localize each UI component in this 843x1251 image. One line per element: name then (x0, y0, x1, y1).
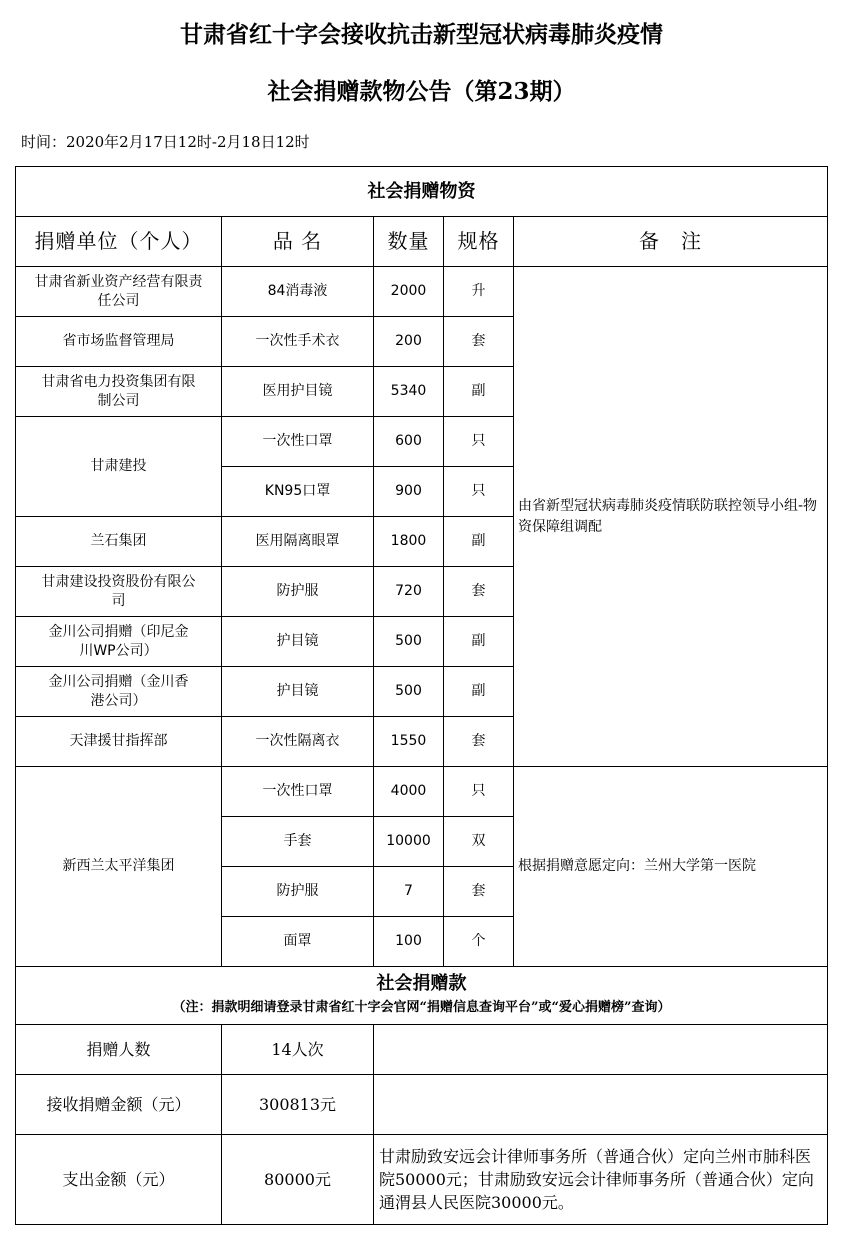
header-qty: 数量 (374, 217, 444, 267)
money-label: 支出金额（元） (16, 1135, 222, 1225)
item-cell: 一次性口罩 (222, 417, 374, 467)
item-cell: 医用护目镜 (222, 367, 374, 417)
qty-cell: 2000 (374, 267, 444, 317)
item-cell: 防护服 (222, 867, 374, 917)
item-cell: 手套 (222, 817, 374, 867)
donor-cell: 天津援甘指挥部 (16, 717, 222, 767)
money-note: 甘肃励致安远会计律师事务所（普通合伙）定向兰州市肺科医院50000元；甘肃励致安远会计律师事务所（普通合伙）定向通渭县人民医院30000元。 (374, 1135, 828, 1225)
item-cell: KN95口罩 (222, 467, 374, 517)
materials-header-row (16, 217, 828, 267)
title-line-2: 社会捐赠款物公告（第23期） (267, 78, 576, 105)
header-note: 备 注 (514, 217, 828, 267)
donor-cell: 省市场监督管理局 (16, 317, 222, 367)
donor-cell: 新西兰太平洋集团 (16, 767, 222, 967)
item-cell: 一次性口罩 (222, 767, 374, 817)
money-value: 14人次 (222, 1025, 374, 1075)
qty-cell: 100 (374, 917, 444, 967)
money-section-title: 社会捐赠款 (376, 972, 467, 994)
unit-cell: 套 (444, 317, 514, 367)
unit-cell: 只 (444, 467, 514, 517)
unit-cell: 只 (444, 767, 514, 817)
unit-cell: 副 (444, 667, 514, 717)
donor-cell: 兰石集团 (16, 517, 222, 567)
money-label: 接收捐赠金额（元） (16, 1075, 222, 1135)
money-label: 捐赠人数 (16, 1025, 222, 1075)
qty-cell: 500 (374, 667, 444, 717)
qty-cell: 7 (374, 867, 444, 917)
materials-section-title: 社会捐赠物资 (16, 167, 828, 217)
header-donor: 捐赠单位（个人） (16, 217, 222, 267)
table-row (16, 767, 828, 817)
money-note (374, 1025, 828, 1075)
item-cell: 一次性手术衣 (222, 317, 374, 367)
donation-table (15, 166, 828, 1225)
qty-cell: 200 (374, 317, 444, 367)
money-section-note: （注：捐款明细请登录甘肃省红十字会官网“捐赠信息查询平台”或“爱心捐赠榜”查询） (172, 999, 671, 1015)
item-cell: 医用隔离眼罩 (222, 517, 374, 567)
header-item: 品 名 (222, 217, 374, 267)
item-cell: 84消毒液 (222, 267, 374, 317)
qty-cell: 5340 (374, 367, 444, 417)
unit-cell: 套 (444, 567, 514, 617)
item-cell: 护目镜 (222, 667, 374, 717)
header-unit: 规格 (444, 217, 514, 267)
money-row (16, 1075, 828, 1135)
donor-cell: 甘肃建投 (16, 417, 222, 517)
time-range: 时间：2020年2月17日12时-2月18日12时 (21, 133, 310, 151)
qty-cell: 600 (374, 417, 444, 467)
money-value: 300813元 (222, 1075, 374, 1135)
money-note (374, 1075, 828, 1135)
donor-cell: 甘肃省电力投资集团有限制公司 (16, 367, 222, 417)
qty-cell: 500 (374, 617, 444, 667)
qty-cell: 1550 (374, 717, 444, 767)
qty-cell: 4000 (374, 767, 444, 817)
qty-cell: 900 (374, 467, 444, 517)
note-cell-directed: 根据捐赠意愿定向：兰州大学第一医院 (514, 767, 828, 967)
item-cell: 护目镜 (222, 617, 374, 667)
money-row (16, 1025, 828, 1075)
item-cell: 一次性隔离衣 (222, 717, 374, 767)
unit-cell: 个 (444, 917, 514, 967)
donor-cell: 甘肃建设投资股份有限公司 (16, 567, 222, 617)
unit-cell: 副 (444, 617, 514, 667)
unit-cell: 双 (444, 817, 514, 867)
unit-cell: 升 (444, 267, 514, 317)
note-cell-allocation: 由省新型冠状病毒肺炎疫情联防联控领导小组-物资保障组调配 (514, 267, 828, 767)
unit-cell: 只 (444, 417, 514, 467)
money-row (16, 1135, 828, 1225)
unit-cell: 副 (444, 517, 514, 567)
qty-cell: 10000 (374, 817, 444, 867)
qty-cell: 720 (374, 567, 444, 617)
title-line-1: 甘肃省红十字会接收抗击新型冠状病毒肺炎疫情 (180, 21, 663, 48)
donor-cell: 金川公司捐赠（金川香港公司） (16, 667, 222, 717)
donor-cell: 金川公司捐赠（印尼金川WP公司） (16, 617, 222, 667)
money-section-header (16, 967, 828, 1025)
table-row (16, 267, 828, 317)
item-cell: 防护服 (222, 567, 374, 617)
unit-cell: 副 (444, 367, 514, 417)
qty-cell: 1800 (374, 517, 444, 567)
item-cell: 面罩 (222, 917, 374, 967)
money-value: 80000元 (222, 1135, 374, 1225)
donor-cell: 甘肃省新业资产经营有限责任公司 (16, 267, 222, 317)
unit-cell: 套 (444, 717, 514, 767)
unit-cell: 套 (444, 867, 514, 917)
